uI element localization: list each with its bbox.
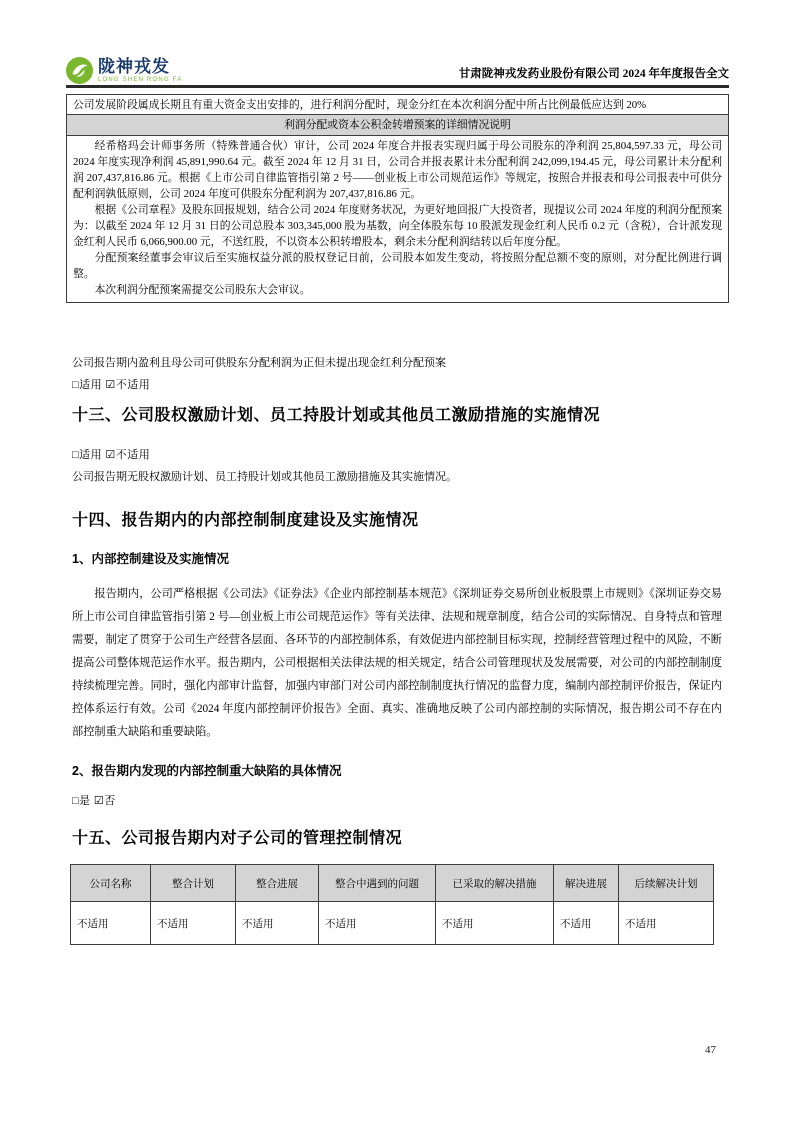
table-header-row — [71, 865, 714, 902]
company-logo-icon — [66, 57, 93, 84]
applicability-checkbox-line: □适用 ☑不适用 — [72, 379, 151, 391]
logo-cn-name: 陇神戎发 — [98, 57, 170, 76]
logo-en-name: LONG SHEN RONG FA — [98, 77, 183, 83]
company-logo — [66, 57, 182, 84]
profit-paragraph: 经希格玛会计师事务所（特殊普通合伙）审计，公司 2024 年度合并报表实现归属于母公司股东的净利润 25,804,597.33 元，母公司 2024 年度实现净利润 45,891,990.64 元。截至 2024 年 12 月 31 日，公司合并报表累计未分配利润 242,099,194.45 元，母公司累计未分配利润 207,437,816.86 元。根据《上市公司自律监管指引第 2 号——创业板上市公司规范运作》等规定，按照合并报表和母公司报表中可供分配利润孰低原则，公司 2024 年度可供股东分配利润为 207,437,816.86 元。 — [73, 140, 722, 200]
table-header-cell: 后续解决计划 — [619, 865, 714, 902]
document-title: 甘肃陇神戎发药业股份有限公司 2024 年年度报告全文 — [458, 68, 729, 80]
section-14-checkbox-line: □是 ☑否 — [72, 795, 116, 807]
profit-paragraph: 本次利润分配预案需提交公司股东大会审议。 — [94, 284, 311, 296]
section-13-checkbox-line: □适用 ☑不适用 — [72, 449, 151, 461]
profit-box-body — [67, 136, 728, 302]
section-14-sub1-heading: 1、内部控制建设及实施情况 — [72, 552, 229, 566]
table-header-cell: 整合计划 — [151, 865, 236, 902]
profit-box-subheader: 利润分配或资本公积金转增预案的详细情况说明 — [67, 114, 728, 136]
section-14-sub2-heading: 2、报告期内发现的内部控制重大缺陷的具体情况 — [72, 764, 342, 778]
table-cell: 不适用 — [151, 902, 236, 945]
company-logo-text — [98, 58, 182, 83]
table-header-cell: 整合中遇到的问题 — [319, 865, 436, 902]
table-cell: 不适用 — [619, 902, 714, 945]
section-15-heading: 十五、公司报告期内对子公司的管理控制情况 — [72, 830, 403, 847]
table-cell: 不适用 — [554, 902, 619, 945]
page-number: 47 — [705, 1044, 716, 1056]
management-control-table — [70, 864, 714, 945]
section-14-heading: 十四、报告期内的内部控制制度建设及实施情况 — [72, 512, 419, 529]
table-row — [71, 902, 714, 945]
table-cell: 不适用 — [236, 902, 319, 945]
section-13-body: 公司报告期无股权激励计划、员工持股计划或其他员工激励措施及其实施情况。 — [72, 471, 457, 483]
table-cell: 不适用 — [71, 902, 151, 945]
table-cell: 不适用 — [319, 902, 436, 945]
profit-distribution-box — [66, 94, 729, 303]
profit-paragraph: 分配预案经董事会审议后至实施权益分派的股权登记日前，公司股本如发生变动，将按照分配总额不变的原则，对分配比例进行调整。 — [73, 252, 722, 280]
table-header-cell: 已采取的解决措施 — [436, 865, 554, 902]
table-cell: 不适用 — [436, 902, 554, 945]
header-divider — [66, 85, 729, 88]
section-13-heading: 十三、公司股权激励计划、员工持股计划或其他员工激励措施的实施情况 — [72, 407, 601, 424]
page-header — [66, 46, 729, 84]
distribution-note: 公司报告期内盈利且母公司可供股东分配利润为正但未提出现金红利分配预案 — [72, 357, 446, 369]
table-header-cell: 解决进展 — [554, 865, 619, 902]
table-header-cell: 公司名称 — [71, 865, 151, 902]
section-14-paragraph: 报告期内，公司严格根据《公司法》《证券法》《企业内部控制基本规范》《深圳证券交易所创业板股票上市规则》《深圳证券交易所上市公司自律监管指引第 2 号—创业板上市公司规范运作》等有关法律、法规和规章制度，结合公司的实际情况、自身特点和管理需要，制定了贯穿于公司生产经营各层面、各环节的内部控制体系，有效促进内部控制目标实现，控制经营管理过程中的风险，不断提高公司整体规范运作水平。报告期内，公司根据相关法律法规的相关规定，结合公司管理现状及发展需要，对公司的内部控制制度持续梳理完善。同时，强化内部审计监督，加强内审部门对公司内部控制制度执行情况的监督力度，编制内部控制评价报告，保证内控体系运行有效。公司《2024 年度内部控制评价报告》全面、真实、准确地反映了公司内部控制的实际情况，报告期公司不存在内部控制重大缺陷和重要缺陷。 — [72, 588, 722, 738]
profit-box-intro: 公司发展阶段属成长期且有重大资金支出安排的，进行利润分配时，现金分红在本次利润分配中所占比例最低应达到 20% — [73, 99, 647, 111]
table-header-cell: 整合进展 — [236, 865, 319, 902]
profit-paragraph: 根据《公司章程》及股东回报规划，结合公司 2024 年度财务状况，为更好地回报广大投资者，现提议公司 2024 年度的利润分配预案为：以截至 2024 年 12 月 31 日的公司总股本 303,345,000 股为基数，向全体股东每 10 股派发现金红利人民币 0.2 元（含税），合计派发现金红利人民币 6,066,900.00 元，不送红股，不以资本公积转增股本，剩余未分配利润结转以后年度分配。 — [73, 204, 722, 248]
